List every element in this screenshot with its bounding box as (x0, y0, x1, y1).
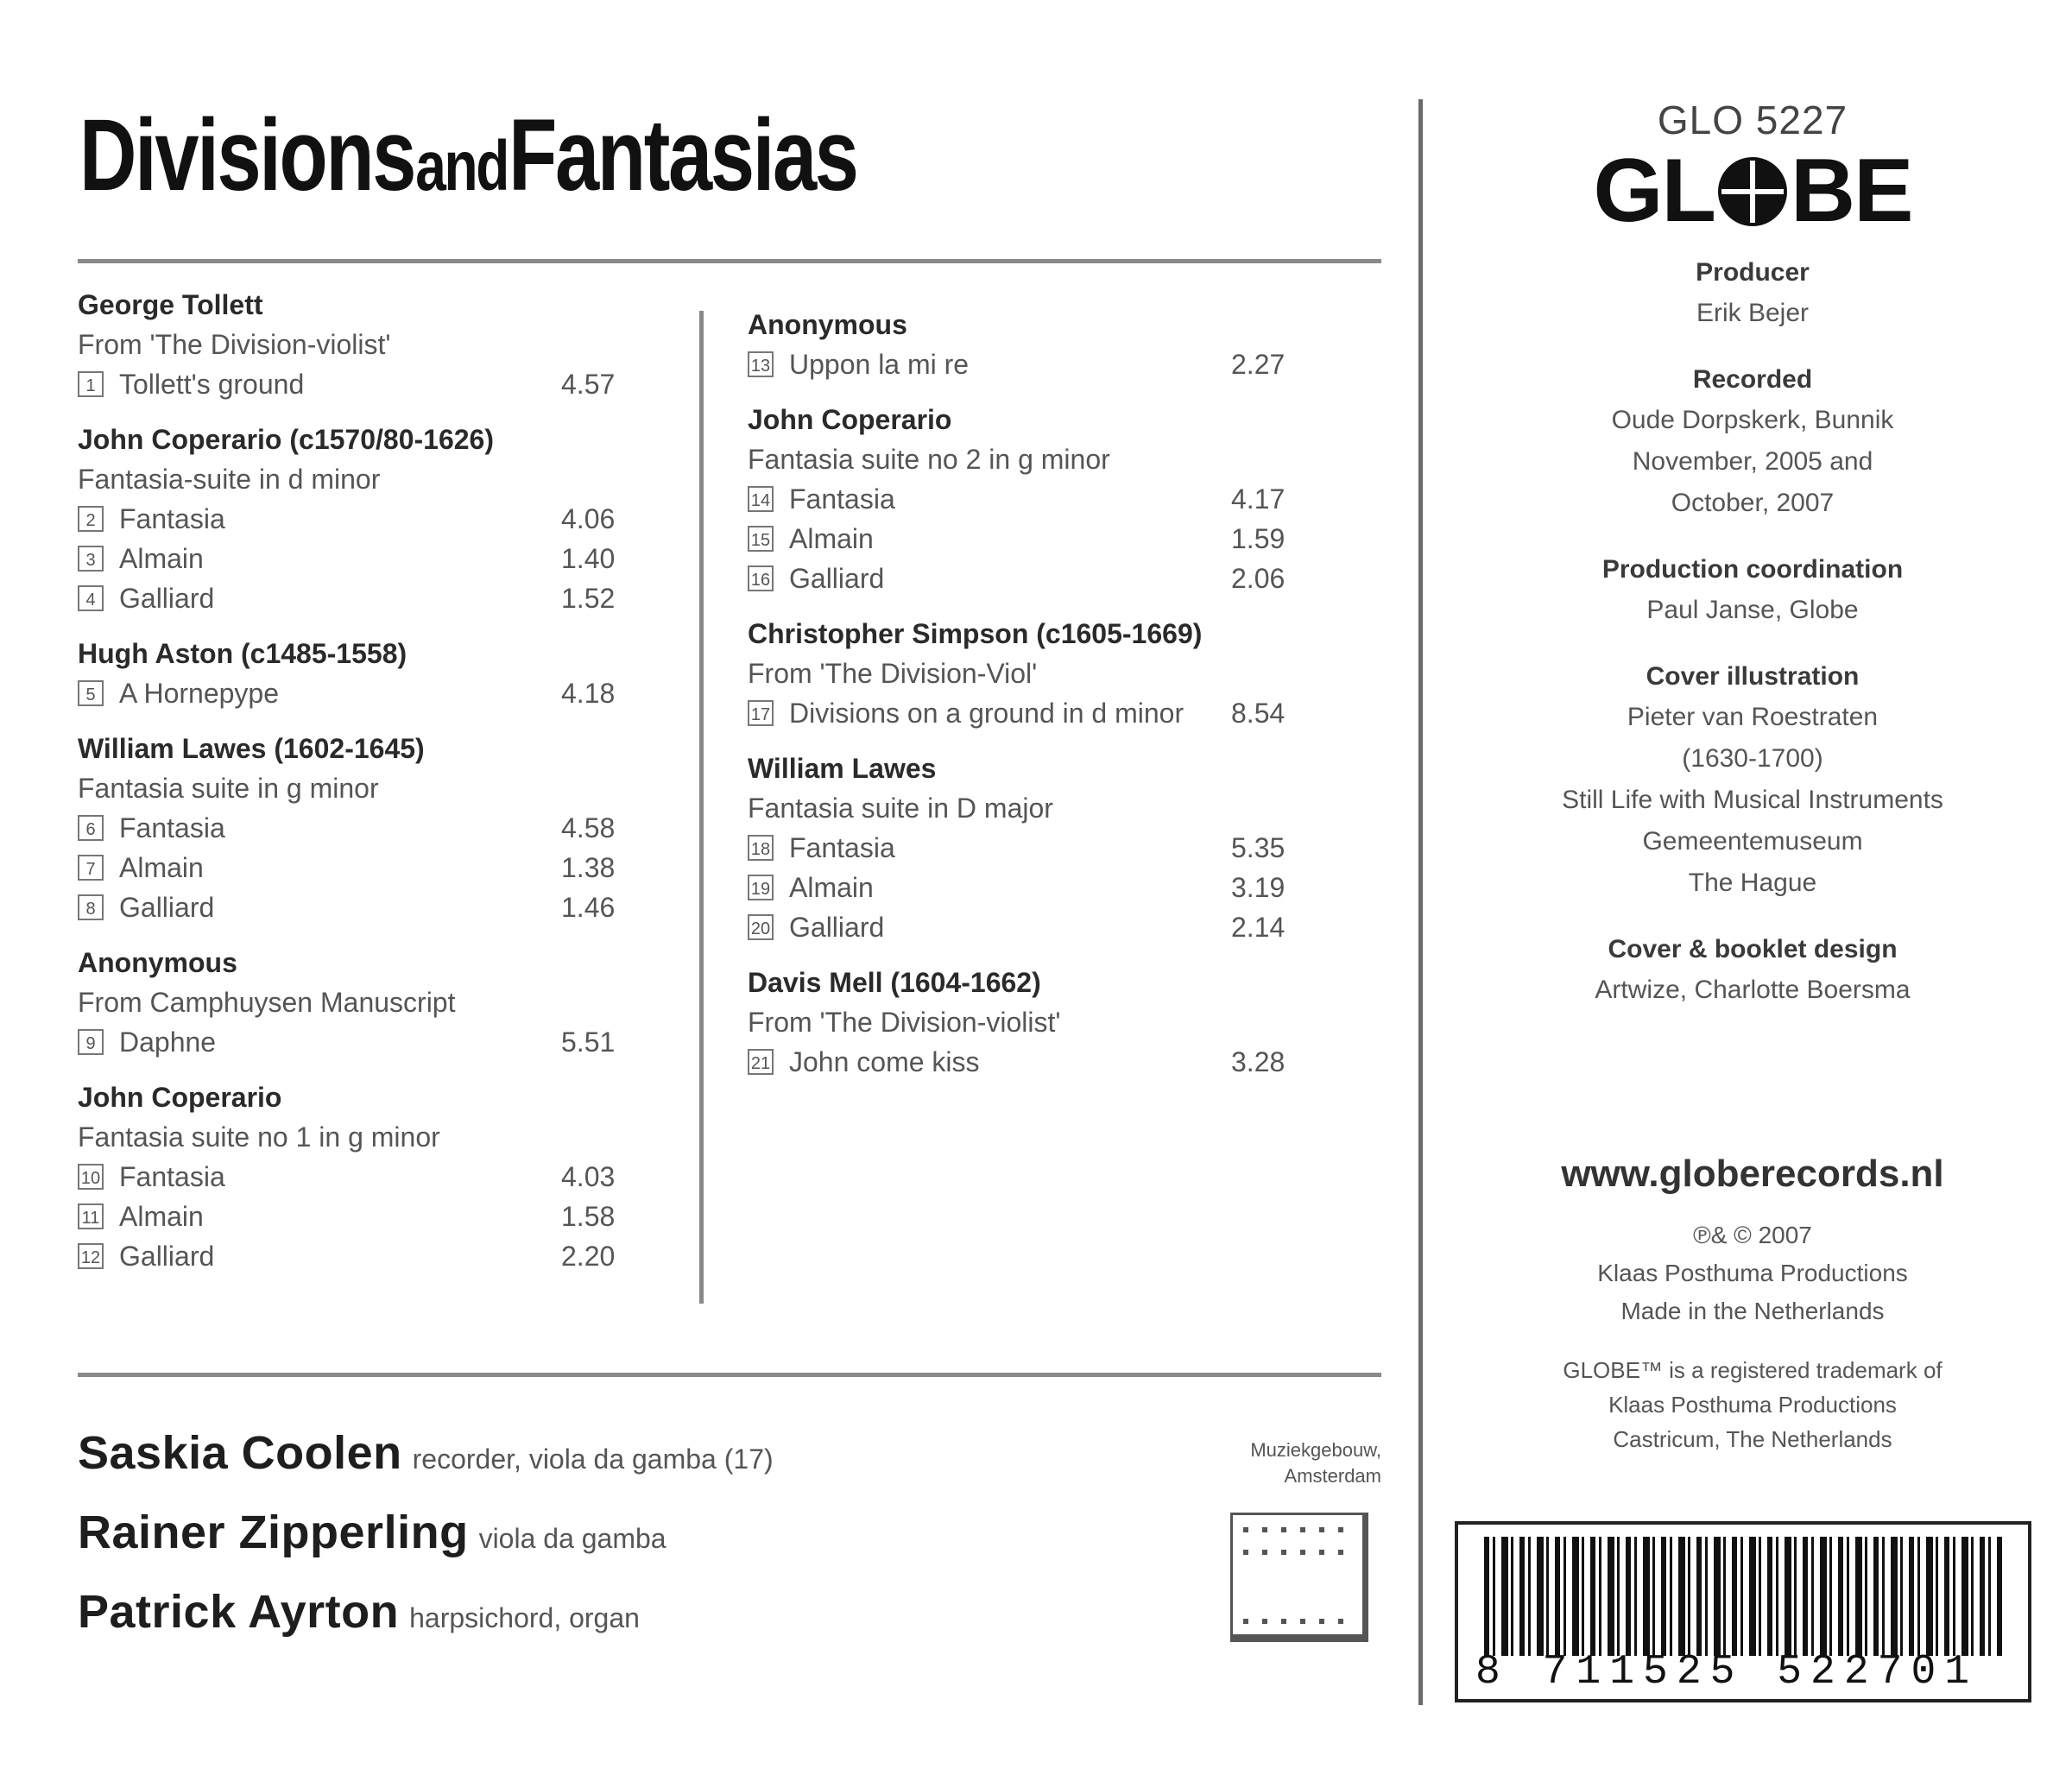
top-divider (78, 259, 1381, 263)
track-row (748, 907, 1300, 947)
credit-value: Pieter van Roestraten (1627, 703, 1879, 731)
credit-heading: Cover illustration (1646, 662, 1860, 691)
performer-role: viola da gamba (478, 1523, 666, 1554)
track-row (748, 693, 1300, 733)
track-number: 9 (78, 1029, 104, 1055)
track-number: 20 (748, 914, 774, 940)
performer-role: harpsichord, organ (409, 1602, 640, 1633)
barcode (1455, 1521, 2031, 1702)
track-duration: 1.46 (561, 892, 616, 923)
sidebar-divider (1418, 99, 1423, 1705)
track-duration: 1.52 (561, 583, 616, 614)
track-title: Tollett's ground (119, 369, 305, 400)
track-row (748, 519, 1300, 559)
credit-group (1433, 360, 2072, 524)
credit-value: The Hague (1688, 869, 1817, 897)
track-duration: 1.58 (561, 1201, 616, 1232)
title-word-divisions: Divisions (79, 98, 415, 212)
track-number: 4 (78, 585, 104, 611)
performer-name: Patrick Ayrton (78, 1586, 400, 1638)
credit-value: November, 2005 and (1632, 447, 1873, 476)
track-title: Fantasia (789, 483, 895, 515)
credit-value: Artwize, Charlotte Boersma (1595, 976, 1911, 1004)
composer-name: Anonymous (748, 309, 907, 340)
work-block (748, 305, 1300, 384)
track-duration: 4.58 (561, 812, 616, 843)
album-title (79, 97, 857, 212)
composer-name: Anonymous (78, 947, 237, 978)
composer-name: John Coperario (c1570/80-1626) (78, 424, 494, 455)
instrument-credit-line1: Muziekgebouw, (1250, 1439, 1381, 1461)
performer-3 (78, 1585, 774, 1664)
work-title: From 'The Division-violist' (748, 1007, 1061, 1038)
track-title: Almain (789, 523, 874, 554)
track-row (78, 499, 639, 539)
track-row (78, 673, 639, 713)
track-row (748, 868, 1300, 907)
track-number: 13 (748, 351, 774, 377)
tracklist-left (78, 285, 639, 1292)
work-title: Fantasia suite in g minor (78, 773, 379, 804)
tracklist-right (748, 305, 1300, 1097)
trademark-line: Castricum, The Netherlands (1613, 1426, 1892, 1452)
barcode-bars (1484, 1537, 2002, 1656)
work-title: From Camphuysen Manuscript (78, 987, 456, 1018)
track-title: Almain (789, 872, 874, 903)
track-number: 3 (78, 546, 104, 572)
track-duration: 2.06 (1231, 563, 1286, 594)
logo-text-end: BE (1790, 141, 1912, 241)
composer-name: John Coperario (748, 404, 952, 435)
track-title: Galliard (119, 892, 215, 923)
composer-name: George Tollett (78, 289, 263, 320)
track-duration: 3.19 (1231, 872, 1286, 903)
track-row (78, 539, 639, 578)
track-duration: 4.06 (561, 503, 616, 534)
credit-group (1433, 253, 2072, 334)
credit-value: Gemeentemuseum (1642, 827, 1863, 856)
track-number: 17 (748, 700, 774, 726)
composer-name: Hugh Aston (c1485-1558) (78, 638, 407, 669)
credit-heading: Recorded (1692, 365, 1813, 394)
instrument-credit (1157, 1437, 1381, 1489)
catalog-number: GLO 5227 (1657, 98, 1848, 142)
track-title: Almain (119, 1201, 204, 1232)
track-row (78, 1236, 639, 1276)
website-link[interactable]: www.globerecords.nl (1561, 1153, 1944, 1195)
credit-value: Still Life with Musical Instruments (1562, 786, 1943, 814)
track-row (78, 848, 639, 888)
track-row (748, 559, 1300, 598)
track-title: Uppon la mi re (789, 349, 970, 380)
barcode-digits: 8 711525 522701 (1475, 1649, 1979, 1696)
work-block (78, 729, 639, 927)
track-title: Galliard (119, 1241, 215, 1272)
track-title: Divisions on a ground in d minor (789, 698, 1184, 729)
trademark-line: GLOBE™ is a registered trademark of (1563, 1357, 1942, 1383)
track-number: 15 (748, 526, 774, 552)
track-row (748, 828, 1300, 868)
credit-group (1433, 657, 2072, 904)
copyright-line: Klaas Posthuma Productions (1597, 1260, 1908, 1286)
track-number: 12 (78, 1243, 104, 1269)
composer-name: William Lawes (1602-1645) (78, 733, 425, 764)
track-duration: 2.27 (1231, 349, 1286, 380)
work-block (748, 963, 1300, 1082)
bottom-divider (78, 1373, 1381, 1377)
composer-name: Davis Mell (1604-1662) (748, 967, 1041, 998)
track-title: Galliard (789, 912, 885, 943)
track-row (78, 808, 639, 848)
work-block (748, 400, 1300, 598)
work-title: From 'The Division-Viol' (748, 658, 1038, 689)
credits (1433, 253, 2072, 1011)
track-number: 11 (78, 1203, 104, 1229)
track-row (78, 888, 639, 927)
work-title: Fantasia suite no 1 in g minor (78, 1121, 440, 1153)
track-number: 16 (748, 565, 774, 591)
composer-name: William Lawes (748, 753, 937, 784)
performer-2 (78, 1506, 774, 1585)
copyright-block (1433, 1216, 2072, 1330)
work-block (78, 420, 639, 618)
copyright-line: Made in the Netherlands (1620, 1298, 1885, 1324)
track-number: 21 (748, 1049, 774, 1075)
track-duration: 4.03 (561, 1161, 616, 1192)
sidebar-footer (1433, 1153, 2072, 1456)
track-duration: 5.51 (561, 1026, 616, 1058)
track-duration: 1.59 (1231, 523, 1286, 554)
credit-value: October, 2007 (1671, 489, 1835, 517)
credit-value: Paul Janse, Globe (1646, 596, 1859, 624)
work-title: From 'The Division-violist' (78, 329, 391, 360)
performer-1 (78, 1426, 774, 1506)
track-duration: 1.40 (561, 543, 616, 574)
sidebar (1433, 97, 2072, 1037)
composer-name: John Coperario (78, 1082, 282, 1113)
track-number: 18 (748, 835, 774, 861)
performer-role: recorder, viola da gamba (17) (412, 1443, 774, 1475)
globe-icon (1718, 157, 1787, 226)
track-number: 6 (78, 815, 104, 841)
track-title: Fantasia (119, 812, 225, 843)
track-title: Galliard (789, 563, 885, 594)
track-duration: 4.18 (561, 678, 616, 709)
track-number: 5 (78, 680, 104, 706)
track-number: 14 (748, 486, 774, 512)
track-row (78, 364, 639, 404)
credit-group (1433, 550, 2072, 631)
performer-name: Saskia Coolen (78, 1427, 402, 1479)
track-row (78, 1157, 639, 1197)
credit-value: Erik Bejer (1696, 299, 1810, 327)
track-duration: 3.28 (1231, 1046, 1286, 1077)
track-duration: 4.57 (561, 369, 616, 400)
work-block (748, 749, 1300, 947)
title-word-and: and (415, 127, 508, 205)
track-title: Fantasia (789, 832, 895, 863)
track-title: John come kiss (789, 1046, 980, 1077)
performers (78, 1426, 774, 1664)
credit-heading: Producer (1696, 258, 1810, 287)
track-number: 7 (78, 855, 104, 881)
track-duration: 2.20 (561, 1241, 616, 1272)
work-block (78, 1077, 639, 1276)
work-title: Fantasia suite in D major (748, 793, 1053, 824)
track-number: 10 (78, 1164, 104, 1190)
work-title: Fantasia-suite in d minor (78, 464, 381, 495)
track-duration: 8.54 (1231, 698, 1286, 729)
copyright-line: ℗& © 2007 (1693, 1222, 1812, 1248)
track-row (748, 479, 1300, 519)
track-row (748, 344, 1300, 384)
credit-value: (1630-1700) (1682, 744, 1823, 773)
work-title: Fantasia suite no 2 in g minor (748, 444, 1110, 475)
trademark-line: Klaas Posthuma Productions (1608, 1392, 1897, 1418)
performer-name: Rainer Zipperling (78, 1507, 469, 1558)
work-block (78, 943, 639, 1062)
track-duration: 1.38 (561, 852, 616, 883)
track-row (78, 1022, 639, 1062)
track-number: 1 (78, 371, 104, 397)
track-title: Almain (119, 852, 204, 883)
track-number: 8 (78, 894, 104, 920)
globe-logo (1433, 140, 2072, 243)
instrument-credit-line2: Amsterdam (1284, 1465, 1381, 1487)
track-title: Almain (119, 543, 204, 574)
track-duration: 5.35 (1231, 832, 1286, 863)
trademark-block (1433, 1353, 2072, 1456)
logo-text-start: GL (1593, 141, 1715, 241)
work-block (748, 614, 1300, 733)
track-row (748, 1042, 1300, 1082)
track-title: Fantasia (119, 503, 225, 534)
credit-heading: Production coordination (1601, 555, 1904, 584)
track-row (78, 578, 639, 618)
track-duration: 2.14 (1231, 912, 1286, 943)
track-number: 2 (78, 506, 104, 532)
credit-group (1433, 930, 2072, 1011)
composer-name: Christopher Simpson (c1605-1669) (748, 618, 1203, 649)
work-block (78, 285, 639, 404)
track-title: A Hornepype (119, 678, 280, 709)
column-divider (699, 311, 704, 1304)
credit-heading: Cover & booklet design (1608, 935, 1898, 963)
track-title: Galliard (119, 583, 215, 614)
title-word-fantasias: Fantasias (509, 98, 857, 212)
track-number: 19 (748, 875, 774, 900)
track-row (78, 1197, 639, 1236)
track-title: Daphne (119, 1026, 217, 1058)
venue-logo-icon (1230, 1513, 1368, 1642)
credit-value: Oude Dorpskerk, Bunnik (1611, 406, 1894, 434)
work-block (78, 634, 639, 713)
track-duration: 4.17 (1231, 483, 1286, 515)
track-title: Fantasia (119, 1161, 225, 1192)
